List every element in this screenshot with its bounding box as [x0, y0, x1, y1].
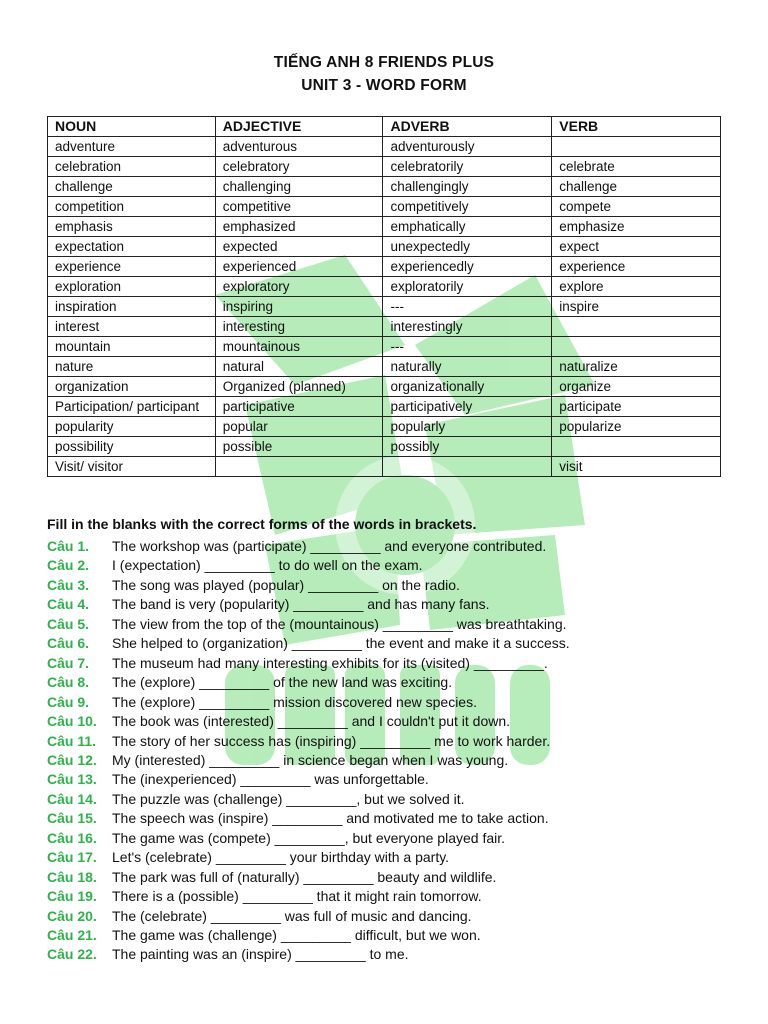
- table-row: [48, 137, 721, 157]
- table-cell: inspire: [552, 297, 721, 317]
- column-header-noun: NOUN: [48, 117, 216, 137]
- question-number: Câu 7.: [47, 654, 90, 671]
- table-row: [48, 237, 721, 257]
- table-row: [48, 277, 721, 297]
- table-cell: challengingly: [383, 177, 552, 197]
- question-text: My (interested) _________ in science began when I was young.: [112, 751, 509, 768]
- document-title: TIẾNG ANH 8 FRIENDS PLUS: [273, 54, 495, 71]
- table-cell: interest: [48, 317, 216, 337]
- table-row: [48, 157, 721, 177]
- table-cell: adventurous: [215, 137, 383, 157]
- question-item: [47, 537, 546, 556]
- table-cell: organizationally: [383, 377, 552, 397]
- table-cell: inspiration: [48, 297, 216, 317]
- table-cell: inspiring: [215, 297, 383, 317]
- question-item: [47, 926, 481, 945]
- question-text: The speech was (inspire) _________ and motivated me to take action.: [112, 810, 549, 827]
- question-text: The (celebrate) _________ was full of music and dancing.: [112, 907, 472, 924]
- question-number: Câu 5.: [47, 615, 90, 632]
- question-item: [47, 770, 429, 789]
- question-number: Câu 9.: [47, 693, 90, 710]
- table-row: [48, 337, 721, 357]
- question-text: The painting was an (inspire) _________ to me.: [112, 946, 409, 963]
- document-subtitle: UNIT 3 - WORD FORM: [301, 77, 467, 94]
- table-row: [48, 317, 721, 337]
- question-item: [47, 829, 505, 848]
- question-number: Câu 8.: [47, 674, 90, 691]
- question-text: The book was (interested) _________ and I couldn't put it down.: [112, 713, 511, 730]
- table-cell: [552, 437, 721, 457]
- question-text: I (expectation) _________ to do well on the exam.: [112, 557, 423, 574]
- table-cell: adventure: [48, 137, 216, 157]
- table-cell: competition: [48, 197, 216, 217]
- table-cell: possibly: [383, 437, 552, 457]
- table-cell: celebration: [48, 157, 216, 177]
- question-item: [47, 673, 452, 692]
- table-row: [48, 217, 721, 237]
- table-cell: challenging: [215, 177, 383, 197]
- question-item: [47, 907, 472, 926]
- table-cell: emphatically: [383, 217, 552, 237]
- table-cell: popularize: [552, 417, 721, 437]
- question-item: [47, 595, 489, 614]
- table-cell: [383, 457, 552, 477]
- word-form-table: [47, 116, 721, 477]
- table-cell: emphasize: [552, 217, 721, 237]
- table-cell: participatively: [383, 397, 552, 417]
- table-cell: popularly: [383, 417, 552, 437]
- table-cell: experiencedly: [383, 257, 552, 277]
- question-number: Câu 18.: [47, 868, 97, 885]
- table-cell: exploratory: [215, 277, 383, 297]
- table-row: [48, 257, 721, 277]
- question-number: Câu 2.: [47, 557, 90, 574]
- question-text: The story of her success has (inspiring) _________ me to work harder.: [112, 732, 551, 749]
- table-cell: unexpectedly: [383, 237, 552, 257]
- table-cell: mountainous: [215, 337, 383, 357]
- question-text: The (explore) _________ of the new land was exciting.: [112, 674, 453, 691]
- question-number: Câu 20.: [47, 907, 97, 924]
- question-number: Câu 1.: [47, 538, 90, 554]
- question-item: [47, 654, 548, 673]
- table-cell: celebrate: [552, 157, 721, 177]
- table-cell: explore: [552, 277, 721, 297]
- question-number: Câu 17.: [47, 849, 97, 866]
- table-cell: [552, 137, 721, 157]
- question-text: The view from the top of the (mountainous) _________ was breathtaking.: [112, 615, 567, 632]
- question-text: She helped to (organization) _________ the event and make it a success.: [112, 635, 570, 652]
- question-number: Câu 11.: [47, 732, 97, 749]
- table-cell: nature: [48, 357, 216, 377]
- table-cell: participative: [215, 397, 383, 417]
- table-cell: Organized (planned): [215, 377, 383, 397]
- question-text: Let's (celebrate) _________ your birthday with a party.: [112, 849, 450, 866]
- table-row: [48, 377, 721, 397]
- exercise-instruction: Fill in the blanks with the correct forms of the words in brackets.: [47, 516, 477, 532]
- table-cell: visit: [552, 457, 721, 477]
- table-cell: compete: [552, 197, 721, 217]
- question-item: [47, 868, 496, 887]
- question-text: The museum had many interesting exhibits for its (visited) _________.: [112, 654, 548, 671]
- question-item: [47, 790, 465, 809]
- question-item: [47, 615, 567, 634]
- table-cell: organize: [552, 377, 721, 397]
- table-cell: [552, 317, 721, 337]
- table-body: [48, 137, 721, 477]
- question-number: Câu 19.: [47, 888, 97, 905]
- table-cell: naturally: [383, 357, 552, 377]
- question-text: The workshop was (participate) _________ and everyone contributed.: [112, 538, 547, 554]
- table-cell: organization: [48, 377, 216, 397]
- table-cell: interesting: [215, 317, 383, 337]
- question-text: There is a (possible) _________ that it might rain tomorrow.: [112, 888, 482, 905]
- column-header-adverb: ADVERB: [383, 117, 552, 137]
- table-cell: competitively: [383, 197, 552, 217]
- table-cell: emphasis: [48, 217, 216, 237]
- table-cell: challenge: [48, 177, 216, 197]
- table-row: [48, 437, 721, 457]
- table-cell: ---: [383, 337, 552, 357]
- question-text: The (inexperienced) _________ was unforgettable.: [112, 771, 429, 788]
- table-cell: mountain: [48, 337, 216, 357]
- question-number: Câu 16.: [47, 829, 97, 846]
- question-number: Câu 12.: [47, 751, 97, 768]
- table-cell: exploration: [48, 277, 216, 297]
- question-text: The (explore) _________ mission discovered new species.: [112, 693, 477, 710]
- question-number: Câu 15.: [47, 810, 97, 827]
- table-cell: emphasized: [215, 217, 383, 237]
- table-cell: popularity: [48, 417, 216, 437]
- table-header-row: [48, 117, 721, 137]
- table-cell: interestingly: [383, 317, 552, 337]
- table-row: [48, 177, 721, 197]
- table-cell: popular: [215, 417, 383, 437]
- table-cell: possible: [215, 437, 383, 457]
- table-cell: participate: [552, 397, 721, 417]
- question-item: [47, 732, 550, 751]
- question-item: [47, 693, 477, 712]
- table-cell: Visit/ visitor: [48, 457, 216, 477]
- table-cell: possibility: [48, 437, 216, 457]
- question-item: [47, 809, 549, 828]
- table-cell: experience: [552, 257, 721, 277]
- question-number: Câu 22.: [47, 946, 97, 963]
- question-item: [47, 576, 460, 595]
- question-text: The game was (compete) _________, but everyone played fair.: [112, 829, 506, 846]
- question-number: Câu 21.: [47, 927, 97, 943]
- table-row: [48, 397, 721, 417]
- table-row: [48, 297, 721, 317]
- table-cell: Participation/ participant: [48, 397, 216, 417]
- table-cell: naturalize: [552, 357, 721, 377]
- table-cell: expectation: [48, 237, 216, 257]
- table-row: [48, 457, 721, 477]
- table-row: [48, 417, 721, 437]
- question-number: Câu 4.: [47, 596, 90, 613]
- column-header-adjective: ADJECTIVE: [215, 117, 383, 137]
- table-row: [48, 197, 721, 217]
- question-text: The park was full of (naturally) _________ beauty and wildlife.: [112, 868, 497, 885]
- question-item: [47, 556, 423, 575]
- table-cell: [552, 337, 721, 357]
- table-cell: expect: [552, 237, 721, 257]
- question-text: The song was played (popular) _________ on the radio.: [112, 576, 460, 593]
- column-header-verb: VERB: [552, 117, 721, 137]
- question-item: [47, 751, 508, 770]
- table-cell: exploratorily: [383, 277, 552, 297]
- table-cell: challenge: [552, 177, 721, 197]
- question-item: [47, 634, 570, 653]
- question-text: The band is very (popularity) _________ and has many fans.: [112, 596, 490, 613]
- question-number: Câu 14.: [47, 790, 97, 807]
- question-number: Câu 13.: [47, 771, 97, 788]
- table-cell: adventurously: [383, 137, 552, 157]
- table-cell: expected: [215, 237, 383, 257]
- question-item: [47, 712, 510, 731]
- table-cell: competitive: [215, 197, 383, 217]
- table-cell: celebratorily: [383, 157, 552, 177]
- table-cell: experienced: [215, 257, 383, 277]
- question-number: Câu 3.: [47, 576, 90, 593]
- question-text: The game was (challenge) _________ difficult, but we won.: [112, 927, 481, 943]
- table-row: [48, 357, 721, 377]
- table-cell: experience: [48, 257, 216, 277]
- table-cell: natural: [215, 357, 383, 377]
- table-cell: celebratory: [215, 157, 383, 177]
- question-number: Câu 10.: [47, 713, 97, 730]
- question-number: Câu 6.: [47, 635, 90, 652]
- table-cell: ---: [383, 297, 552, 317]
- question-item: [47, 887, 482, 906]
- question-item: [47, 945, 409, 964]
- table-cell: [215, 457, 383, 477]
- question-item: [47, 848, 449, 867]
- question-text: The puzzle was (challenge) _________, but we solved it.: [112, 790, 465, 807]
